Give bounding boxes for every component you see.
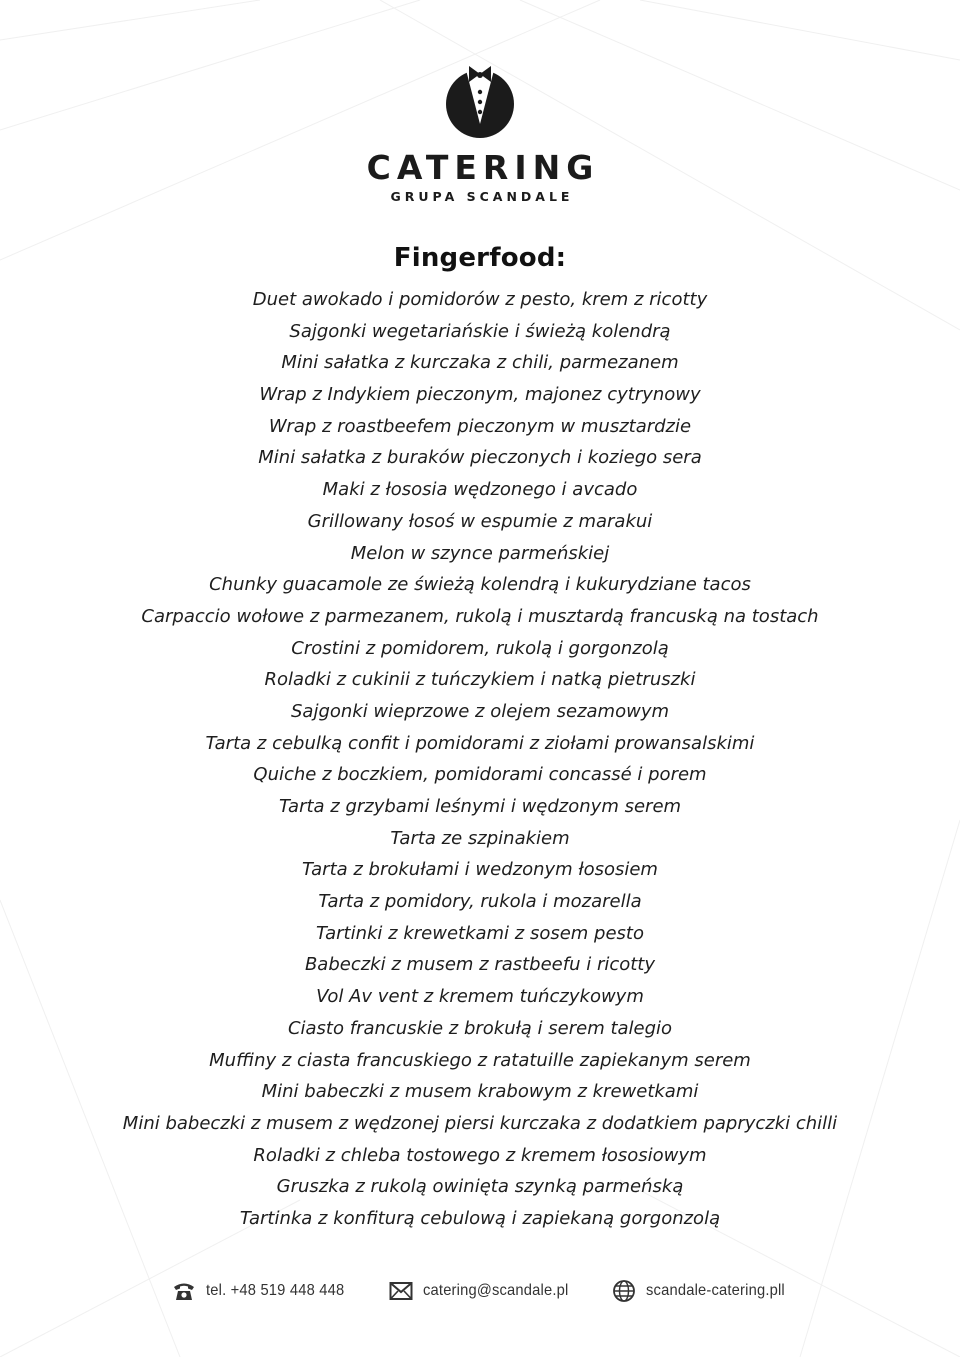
menu-item: Gruszka z rukolą owinięta szynką parmeńską [276,1176,684,1198]
menu-item: Sajgonki wieprzowe z olejem sezamowym [290,700,670,722]
phone-contact[interactable] [172,1275,356,1307]
brand-tagline: GRUPA SCANDALE [390,189,574,204]
contact-footer [0,1275,960,1307]
menu-item: Mini babeczki z musem z wędzonej piersi kurczaka z dodatkiem papryczki chilli [122,1112,838,1134]
menu-item: Babeczki z musem z rastbeefu i ricotty [304,954,656,976]
menu-item: Crostini z pomidorem, rukolą i gorgonzolą [291,637,669,659]
menu-item: Tarta z brokułami i wedzonym łososiem [302,859,658,881]
menu-item: Tarta z pomidory, rukola i mozarella [318,891,642,913]
menu-item: Vol Av vent z kremem tuńczykowym [316,986,644,1008]
menu-item: Mini sałatka z kurczaka z chili, parmezanem [281,352,679,374]
menu-item: Maki z łososia wędzonego i avcado [322,479,638,501]
menu-item: Mini sałatka z buraków pieczonych i koziego sera [258,447,702,469]
menu-item: Chunky guacamole ze świeżą kolendrą i kukurydziane tacos [209,574,751,596]
menu-item: Muffiny z ciasta francuskiego z ratatuille zapiekanym serem [209,1049,751,1071]
menu-item: Roladki z chleba tostowego z kremem łososiowym [253,1144,707,1166]
menu-list [0,284,960,1235]
menu-item: Tarta z cebulką confit i pomidorami z ziołami prowansalskimi [205,732,755,754]
menu-item: Tarta ze szpinakiem [390,827,570,849]
envelope-icon [389,1279,413,1303]
menu-item: Quiche z boczkiem, pomidorami concassé i porem [253,764,707,786]
company-logo [0,62,960,204]
website-contact[interactable] [612,1275,797,1307]
menu-item: Roladki z cukinii z tuńczykiem i natką pietruszki [264,669,696,691]
menu-item: Wrap z roastbeefem pieczonym w musztardzie [268,415,692,437]
section-heading: Fingerfood: [393,243,567,273]
menu-item: Tartinki z krewetkami z sosem pesto [316,922,644,944]
menu-item: Duet awokado i pomidorów z pesto, krem z ricotty [252,289,708,310]
menu-item: Sajgonki wegetariańskie i świeżą kolendrą [289,320,671,342]
globe-icon [612,1279,636,1303]
menu-item: Tarta z grzybami leśnymi i wędzonym serem [278,796,682,817]
menu-item: Carpaccio wołowe z parmezanem, rukolą i musztardą francuską na tostach [141,605,819,627]
website-text: scandale-catering.pll [646,1282,785,1299]
brand-name: CATERING [366,148,600,187]
menu-item: Wrap z Indykiem pieczonym, majonez cytrynowy [259,384,701,406]
menu-item: Tartinka z konfiturą cebulową i zapiekaną gorgonzolą [239,1207,721,1229]
menu-item: Grillowany łosoś w espumie z marakui [307,510,653,532]
email-text: catering@scandale.pl [423,1282,569,1299]
menu-item: Melon w szynce parmeńskiej [350,542,610,564]
email-contact[interactable] [389,1275,581,1307]
telephone-icon [172,1279,196,1303]
menu-item: Ciasto francuskie z brokułą i serem talegio [287,1017,673,1039]
phone-text: tel. +48 519 448 448 [206,1282,345,1299]
menu-item: Mini babeczki z musem krabowym z krewetkami [261,1081,699,1103]
tuxedo-logo-icon [440,62,520,142]
